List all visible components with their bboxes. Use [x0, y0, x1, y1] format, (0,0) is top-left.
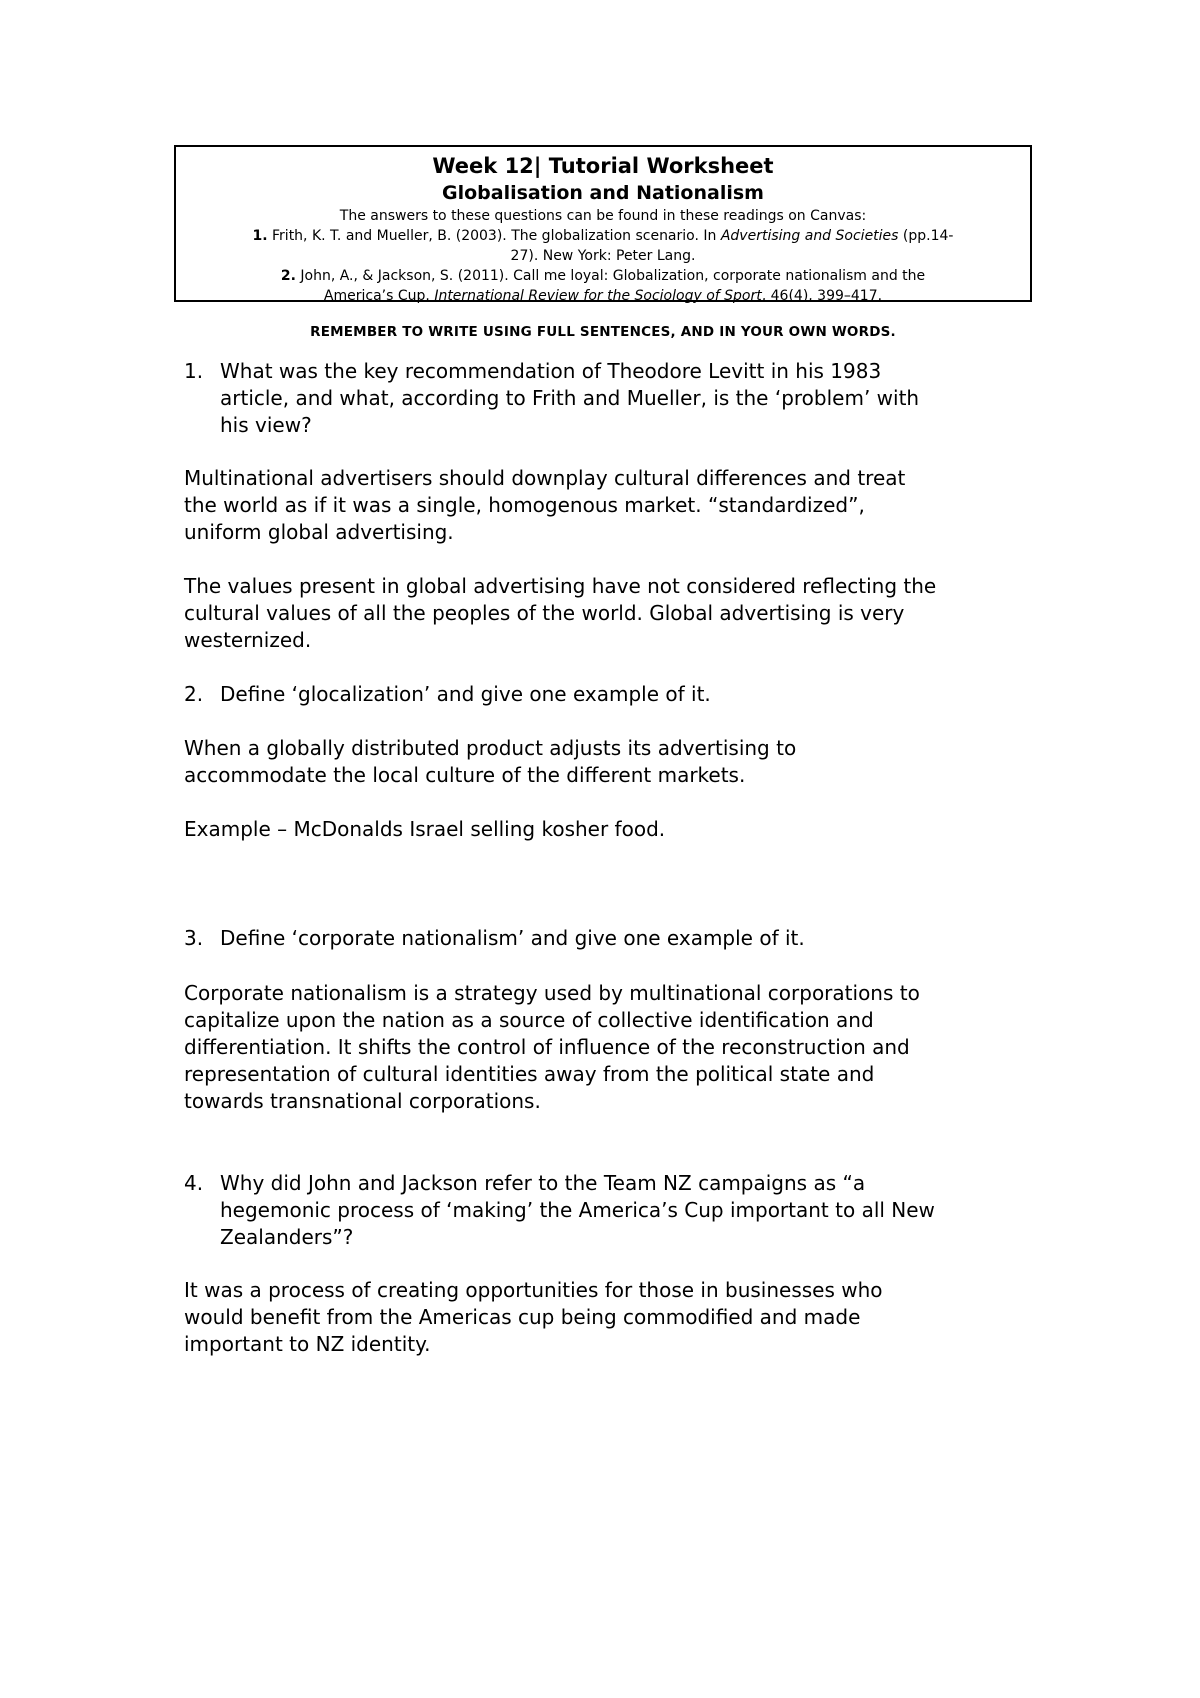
answer-line: towards transnational corporations. — [184, 1089, 541, 1113]
answer-line: important to NZ identity. — [184, 1332, 431, 1356]
question-2-number: 2. — [184, 682, 204, 706]
answer-line: the world as if it was a single, homogenous market. “standardized”, — [184, 493, 865, 517]
instruction-reminder: REMEMBER TO WRITE USING FULL SENTENCES, AND IN YOUR OWN WORDS. — [310, 324, 896, 340]
reading-2-line-1 — [176, 266, 1030, 286]
readings-intro: The answers to these questions can be found in these readings on Canvas: — [339, 208, 867, 224]
reading-2-line-2 — [176, 286, 1030, 306]
answer-line: The values present in global advertising have not considered reflecting the — [184, 574, 937, 598]
answer-4-paragraph-1 — [184, 1277, 1044, 1358]
question-4-line-2: hegemonic process of ‘making’ the America’s Cup important to all New — [220, 1198, 935, 1222]
reading-1-book-title: Advertising and Societies — [720, 228, 899, 244]
answer-1-paragraph-2 — [184, 573, 1044, 654]
answer-line: uniform global advertising. — [184, 520, 454, 544]
reading-2-volume: , 46(4), 399–417. — [761, 288, 883, 304]
answer-line: When a globally distributed product adjusts its advertising to — [184, 736, 797, 760]
answer-line: Corporate nationalism is a strategy used by multinational corporations to — [184, 981, 920, 1005]
question-3 — [184, 925, 1044, 952]
reading-1-number: 1. — [252, 228, 268, 244]
answer-2-paragraph-1 — [184, 735, 1044, 789]
reading-2-journal: International Review for the Sociology of Sport — [434, 288, 762, 304]
worksheet-subtitle: Globalisation and Nationalism — [442, 182, 764, 204]
answer-line: differentiation. It shifts the control of influence of the reconstruction and — [184, 1035, 910, 1059]
question-2-line-1: Define ‘glocalization’ and give one example of it. — [220, 682, 711, 706]
reading-1-text: Frith, K. T. and Mueller, B. (2003). The globalization scenario. In — [267, 228, 721, 244]
answer-line: representation of cultural identities away from the political state and — [184, 1062, 875, 1086]
answer-line: accommodate the local culture of the different markets. — [184, 763, 746, 787]
answer-2-paragraph-2 — [184, 816, 1044, 843]
answer-line: capitalize upon the nation as a source of collective identification and — [184, 1008, 874, 1032]
answer-line: Example – McDonalds Israel selling kosher food. — [184, 817, 666, 841]
question-3-number: 3. — [184, 926, 204, 950]
reading-1-pages: (pp.14- — [898, 228, 954, 244]
question-4-line-1: Why did John and Jackson refer to the Team NZ campaigns as “a — [220, 1171, 866, 1195]
answer-line: westernized. — [184, 628, 312, 652]
worksheet-title: Week 12| Tutorial Worksheet — [432, 154, 774, 178]
question-4-line-3: Zealanders”? — [220, 1225, 354, 1249]
worksheet-header-box — [174, 145, 1032, 302]
question-1-line-2: article, and what, according to Frith and Mueller, is the ‘problem’ with — [220, 386, 920, 410]
question-1-line-3: his view? — [220, 413, 312, 437]
reading-1-line-1 — [176, 226, 1030, 246]
answer-line: cultural values of all the peoples of the world. Global advertising is very — [184, 601, 905, 625]
reading-1-line-2: 27). New York: Peter Lang. — [510, 248, 696, 264]
answer-3-paragraph-1 — [184, 980, 1044, 1115]
answer-1-paragraph-1 — [184, 465, 1044, 546]
question-1-line-1: What was the key recommendation of Theodore Levitt in his 1983 — [220, 359, 882, 383]
answer-line: Multinational advertisers should downplay cultural differences and treat — [184, 466, 906, 490]
reading-2-title-end: America’s Cup. — [323, 288, 435, 304]
question-2 — [184, 681, 1044, 708]
answer-line: would benefit from the Americas cup being commodified and made — [184, 1305, 861, 1329]
answer-line: It was a process of creating opportunities for those in businesses who — [184, 1278, 883, 1302]
question-4-number: 4. — [184, 1171, 204, 1195]
question-3-line-1: Define ‘corporate nationalism’ and give one example of it. — [220, 926, 805, 950]
question-1-number: 1. — [184, 359, 204, 383]
question-4 — [184, 1170, 1044, 1251]
reading-2-number: 2. — [280, 268, 296, 284]
reading-2-text: John, A., & Jackson, S. (2011). Call me loyal: Globalization, corporate nationalism and the — [295, 268, 926, 284]
question-1 — [184, 358, 1044, 439]
